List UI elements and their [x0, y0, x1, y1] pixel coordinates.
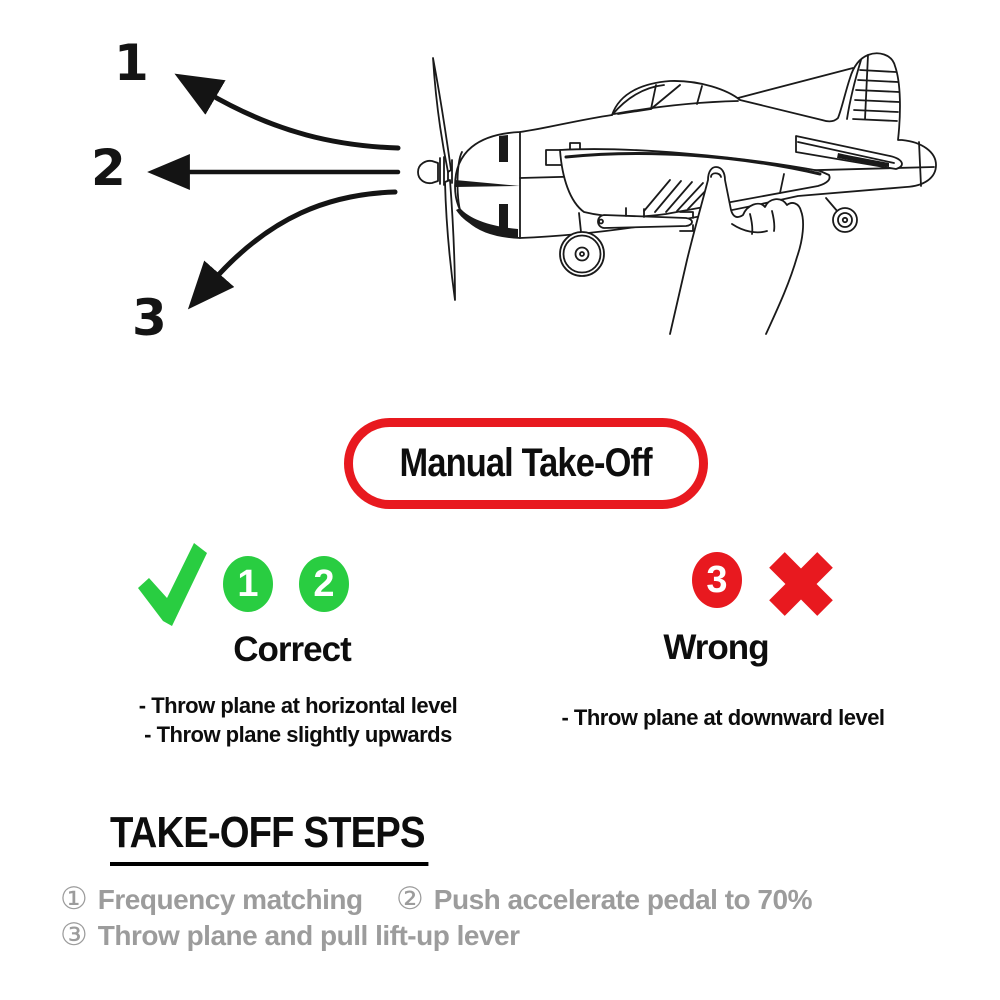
wrong-bullet-1: - Throw plane at downward level — [561, 705, 885, 730]
steps-heading — [110, 808, 476, 866]
step-3-label: Throw plane and pull lift-up lever — [97, 920, 520, 951]
step-1 — [60, 882, 363, 917]
correct-bullet-1: - Throw plane at horizontal level — [138, 693, 458, 718]
step-3-marker: ③ — [60, 917, 88, 953]
step-2-marker: ② — [396, 881, 424, 917]
check-icon — [136, 541, 210, 627]
step-1-label: Frequency matching — [97, 884, 363, 915]
wrong-bullets — [545, 703, 901, 732]
badge-2 — [299, 556, 349, 612]
cross-icon — [766, 549, 836, 619]
step-1-marker: ① — [60, 881, 88, 917]
correct-title: Correct — [233, 630, 351, 669]
correct-bullets — [102, 691, 494, 749]
steps-heading-text: TAKE-OFF STEPS — [110, 808, 428, 866]
badge-1-number: 1 — [237, 563, 259, 605]
wrong-title: Wrong — [663, 628, 769, 667]
plane-illustration — [398, 28, 968, 358]
badge-3-number: 3 — [706, 559, 728, 601]
correct-bullet-2: - Throw plane slightly upwards — [144, 722, 452, 747]
arrow-label-3: 3 — [132, 289, 167, 347]
arrow-label-1: 1 — [114, 34, 149, 92]
step-2 — [396, 882, 812, 917]
up-left-curved-arrow — [206, 92, 398, 148]
down-left-curved-arrow — [212, 192, 395, 282]
badge-1 — [223, 556, 273, 612]
badge-3 — [692, 552, 742, 608]
step-2-label: Push accelerate pedal to 70% — [433, 884, 812, 915]
manual-takeoff-banner — [344, 418, 708, 509]
banner-label: Manual Take-Off — [399, 441, 653, 485]
badge-2-number: 2 — [313, 563, 335, 605]
propeller — [418, 58, 455, 300]
step-3 — [60, 918, 520, 953]
arrow-label-2: 2 — [91, 139, 126, 197]
